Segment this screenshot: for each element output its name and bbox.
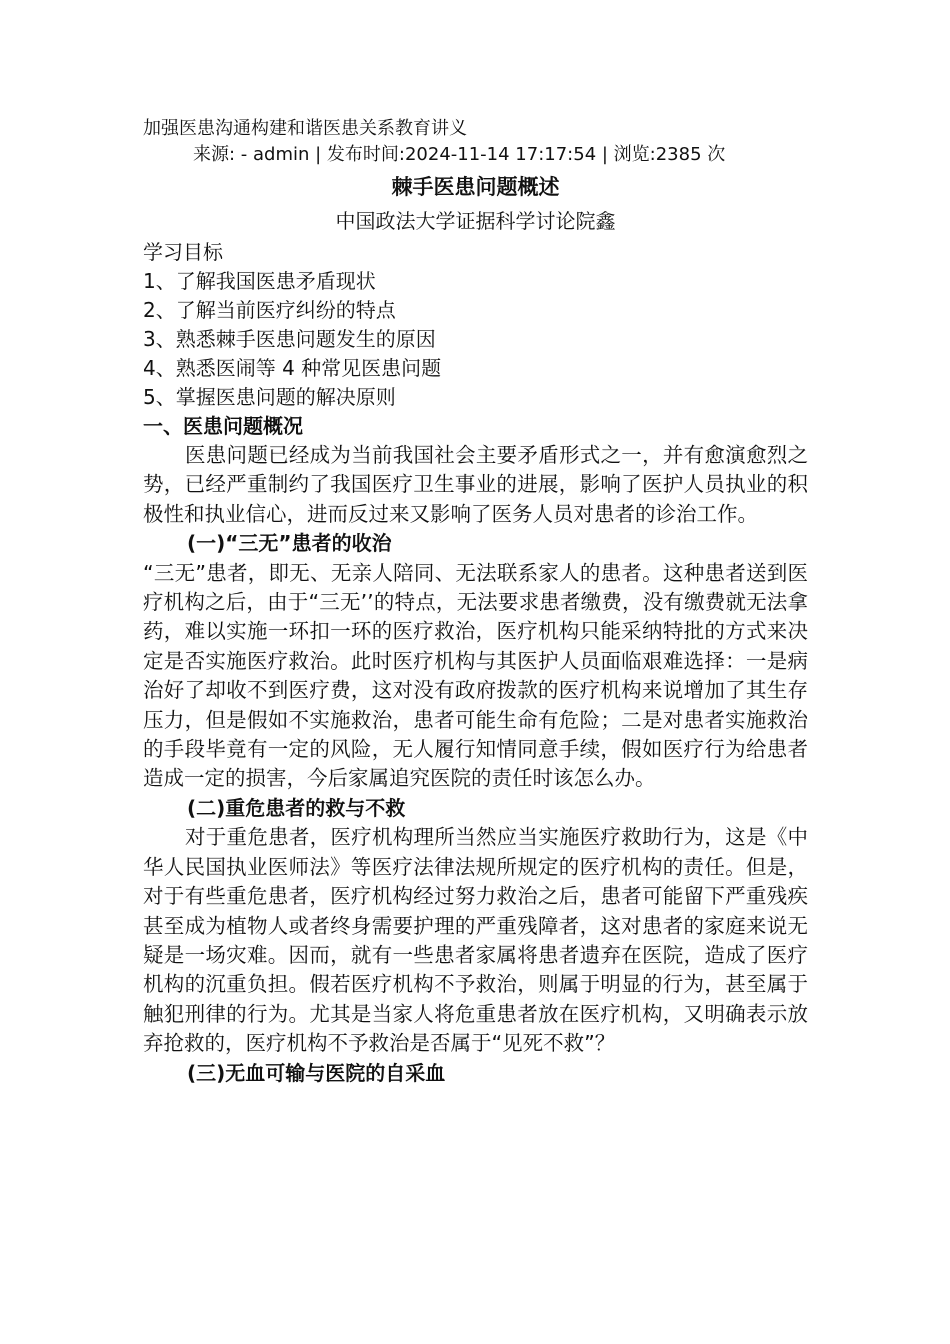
document-meta: 来源: - admin | 发布时间:2024-11-14 17:17:54 | 浏览:2385 次 xyxy=(193,144,726,165)
section-intro-paragraph: 医患问题已经成为当前我国社会主要矛盾形式之一，并有愈演愈烈之势，已经严重制约了我国医疗卫生事业的进展，影响了医护人员执业的积极性和执业信心，进而反过来又影响了医务人员对患者的诊治工作。 xyxy=(143,443,808,526)
subsection-heading: (三)无血可输与医院的自采血 xyxy=(187,1060,446,1085)
objective-item: 2、了解当前医疗纠纷的特点 xyxy=(143,298,396,322)
document-title: 加强医患沟通构建和谐医患关系教育讲义 xyxy=(143,118,467,139)
subsection-paragraph: “三无”患者，即无、无亲人陪同、无法联系家人的患者。这种患者送到医疗机构之后，由于“三无’’的特点，无法要求患者缴费，没有缴费就无法拿药，难以实施一环扣一环的医疗救治，医疗机构只能采纳特批的方式来决定是否实施医疗救治。此时医疗机构与其医护人员面临艰难选择：一是病治好了却收不到医疗费，这对没有政府拨款的医疗机构来说增加了其生存压力，但是假如不实施救治，患者可能生命有危险；二是对患者实施救治的手段毕竟有一定的风险，无人履行知情同意手续，假如医疗行为给患者造成一定的损害，今后家属追究医院的责任时该怎么办。 xyxy=(143,560,808,791)
document-page xyxy=(143,116,808,1088)
section-heading: 一、医患问题概况 xyxy=(143,414,303,438)
objective-item: 5、掌握医患问题的解决原则 xyxy=(143,385,396,409)
author-line: 中国政法大学证据科学讨论院鑫 xyxy=(335,209,616,233)
objective-item: 4、熟悉医闹等 4 种常见医患问题 xyxy=(143,356,442,380)
subsection-paragraph: 对于重危患者，医疗机构理所当然应当实施医疗救助行为，这是《中华人民国执业医师法》等医疗法律法规所规定的医疗机构的责任。但是，对于有些重危患者，医疗机构经过努力救治之后，患者可能留下严重残疾甚至成为植物人或者终身需要护理的严重残障者，这对患者的家庭来说无疑是一场灾难。因而，就有一些患者家属将患者遗弃在医院，造成了医疗机构的沉重负担。假若医疗机构不予救治，则属于明显的行为，甚至属于触犯刑律的行为。尤其是当家人将危重患者放在医疗机构，又明确表示放弃抢救的，医疗机构不予救治是否属于“见死不救”？ xyxy=(143,825,808,1056)
objectives-heading: 学习目标 xyxy=(143,240,223,264)
objective-item: 1、了解我国医患矛盾现状 xyxy=(143,269,376,293)
subsection-heading: (一)“三无”患者的收治 xyxy=(187,531,392,556)
objective-item: 3、熟悉棘手医患问题发生的原因 xyxy=(143,327,436,351)
subsection-heading: (二)重危患者的救与不救 xyxy=(187,795,406,820)
main-title: 棘手医患问题概述 xyxy=(391,175,560,199)
